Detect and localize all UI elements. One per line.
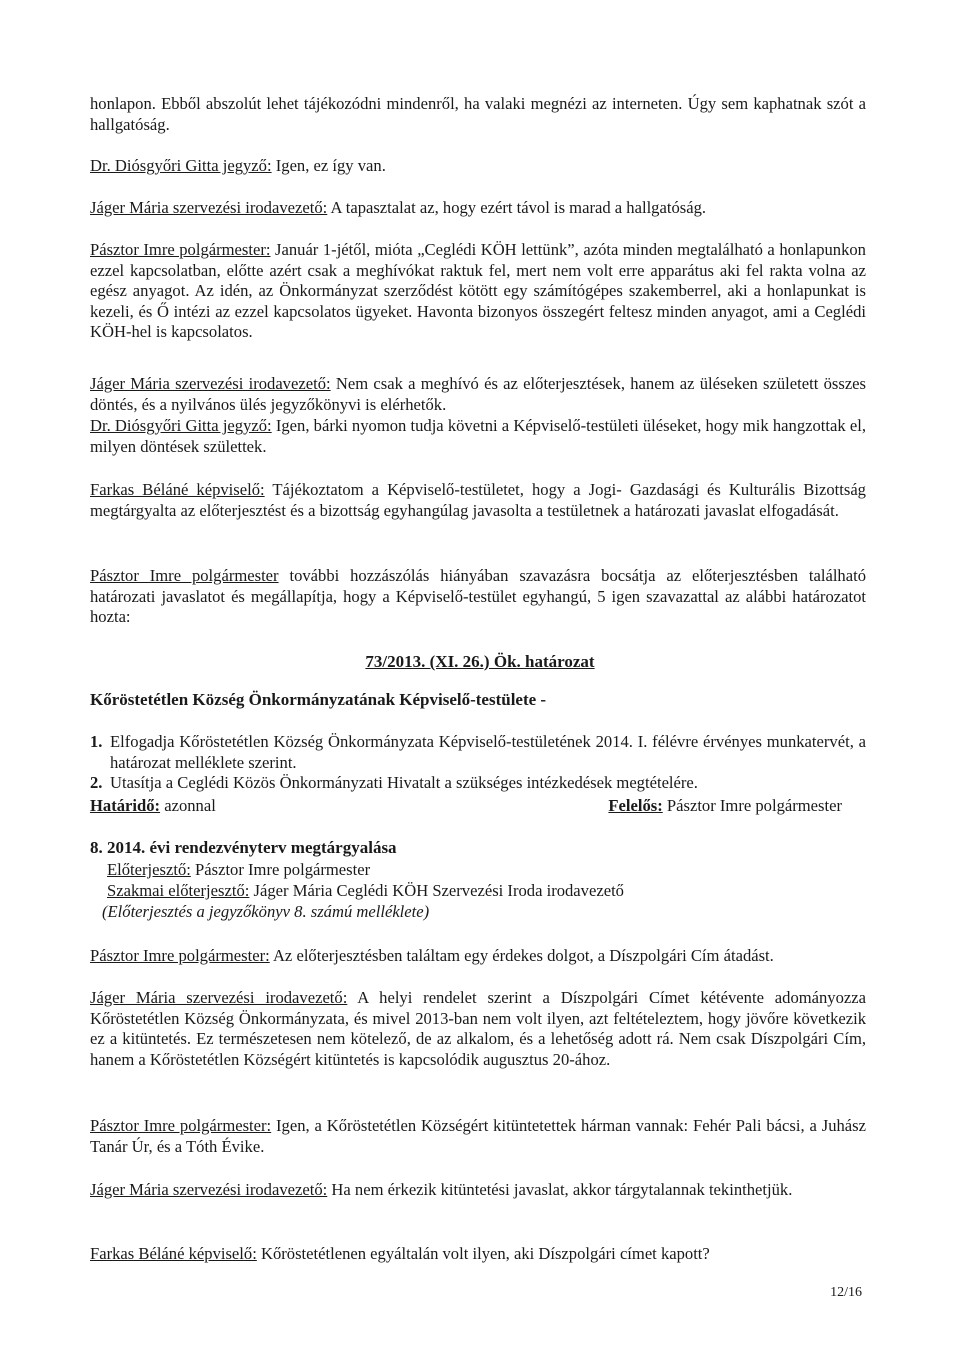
responsible-label: Felelős: [608, 796, 663, 815]
deadline-label: Határidő: [90, 796, 161, 815]
deadline [90, 796, 216, 817]
paragraph-7 [90, 480, 866, 521]
paragraph-text: Nem csak a meghívó és az előterjesztések, hanem az üléseken született összes döntés, és a nyilvános ülés jegyzőkönyvi is elérhetők. [90, 374, 867, 414]
responsible-value: Pásztor Imre polgármester [662, 796, 842, 815]
paragraph-13 [90, 1244, 866, 1265]
speaker-name: Pásztor Imre polgármester: [90, 946, 270, 965]
paragraph-text: Kőröstetétlenen egyáltalán volt ilyen, aki Díszpolgári címet kapott? [256, 1244, 710, 1263]
expert-value: Jáger Mária Ceglédi KÖH Szervezési Iroda irodavezető [249, 881, 624, 900]
paragraph-10 [90, 988, 866, 1070]
paragraph-text: Tájékoztatom a Képviselő-testületet, hogy a Jogi- Gazdasági és Kulturális Bizottság megtárgyalta az előterjesztést és a bizottság egyhangúlag javasolta a testületnek a határozati javaslat elfogadását. [90, 480, 866, 520]
agenda-expert [107, 881, 624, 902]
speaker-name: Farkas Béláné képviselő: [90, 480, 265, 499]
list-item [90, 732, 866, 773]
paragraph-text: Igen, bárki nyomon tudja követni a Képviselő-testületi üléseket, hogy mik hangzottak el, milyen döntések születtek. [90, 416, 866, 456]
paragraph-4 [90, 240, 866, 343]
deadline-row [90, 796, 842, 817]
paragraph-3 [90, 198, 866, 219]
presenter-value: Pásztor Imre polgármester [190, 860, 371, 879]
speaker-name: Jáger Mária szervezési irodavezető: [90, 374, 331, 393]
paragraph-6 [90, 416, 866, 457]
item-number: 1. [90, 732, 103, 751]
paragraph-text: Igen, ez így van. [271, 156, 386, 175]
speaker-name: Farkas Béláné képviselő: [90, 1244, 257, 1263]
deadline-value: azonnal [160, 796, 216, 815]
paragraph-12 [90, 1180, 866, 1201]
paragraph-text: A helyi rendelet szerint a Díszpolgári Címet kétévente adományozza Kőröstetétlen Község Önkormányzata, és mivel 2013-ban nem volt ilyen, azt feltételeztem, hogy jövőre következik ez a kitüntetés. Ez természetesen nem kötelező, de az alkalom, és a lehetőség adott rá. Nem csak Díszpolgári Cím, hanem a Kőröstetétlen Községért kitüntetés is kapcsolódik augusztus 20-ához. [90, 988, 866, 1069]
speaker-name: Jáger Mária szervezési irodavezető: [90, 198, 328, 217]
paragraph-text: honlapon. Ebből abszolút lehet tájékozódni mindenről, ha valaki megnézi az interneten. Úgy sem kaphatnak szót a hallgatóság. [90, 94, 866, 134]
agenda-title: 8. 2014. évi rendezvényterv megtárgyalása [90, 838, 397, 857]
resolution-body: Kőröstetétlen Község Önkormányzatának Képviselő-testülete - [90, 690, 547, 709]
agenda-note: (Előterjesztés a jegyzőkönyv 8. számú melléklete) [102, 902, 430, 921]
paragraph-2 [90, 156, 866, 177]
item-text: Utasítja a Ceglédi Közös Önkormányzati Hivatalt a szükséges intézkedések megtételére. [110, 773, 698, 793]
resolution-number: 73/2013. (XI. 26.) Ök. határozat [365, 652, 595, 671]
speaker-name: Dr. Diósgyőri Gitta jegyző: [90, 416, 272, 435]
paragraph-5 [90, 374, 866, 415]
paragraph-11 [90, 1116, 866, 1157]
list-item [90, 773, 866, 794]
expert-label: Szakmai előterjesztő: [107, 881, 250, 900]
speaker-name: Pásztor Imre polgármester [90, 566, 279, 585]
item-text: Elfogadja Kőröstetétlen Község Önkormányzata Képviselő-testületének 2014. I. félévre érvényes munkatervét, a határozat melléklete szerint. [110, 732, 866, 772]
speaker-name: Jáger Mária szervezési irodavezető: [90, 988, 348, 1007]
paragraph-text: további hozzászólás hiányában szavazásra bocsátja az előterjesztésben található határozati javaslatot és megállapítja, hogy a Képviselő-testület egyhangú, 5 igen szavazattal az alábbi határozatot hozta: [90, 566, 867, 627]
item-number: 2. [90, 773, 103, 793]
speaker-name: Pásztor Imre polgármester: [90, 240, 271, 259]
paragraph-text: Igen, a Kőröstetétlen Községért kitüntetettek hárman vannak: Fehér Pali bácsi, a Juhász Tanár Úr, és a Tóth Évike. [90, 1116, 866, 1156]
paragraph-1 [90, 94, 866, 135]
page-number: 12/16 [830, 1285, 862, 1300]
paragraph-text: Január 1-jétől, mióta „Ceglédi KÖH lettünk”, azóta minden megtalálható a honlapunkon ezzel kapcsolatban, előtte azért csak a meghívókat raktuk fel, mert nem volt erre apparátus aki fel rakta volna az egész anyagot. Az idén, az Önkormányzat szerződést kötött egy számítógépes szakemberrel, aki a honlapunkat is kezeli, és Ő intézi az ezzel kapcsolatos ügyeket. Havonta bizonyos összegért feltesz minden anyagot, ami a Ceglédi KÖH-hel is kapcsolatos. [90, 240, 866, 342]
resolution-items [90, 732, 866, 794]
speaker-name: Pásztor Imre polgármester: [90, 1116, 272, 1135]
paragraph-text: A tapasztalat az, hogy ezért távol is marad a hallgatóság. [327, 198, 707, 217]
agenda-presenter [107, 860, 370, 881]
paragraph-text: Ha nem érkezik kitüntetési javaslat, akkor tárgytalannak tekinthetjük. [327, 1180, 793, 1199]
paragraph-9 [90, 946, 866, 967]
paragraph-text: Az előterjesztésben találtam egy érdekes dolgot, a Díszpolgári Cím átadást. [269, 946, 774, 965]
responsible [608, 796, 842, 817]
speaker-name: Jáger Mária szervezési irodavezető: [90, 1180, 328, 1199]
paragraph-8 [90, 566, 866, 628]
speaker-name: Dr. Diósgyőri Gitta jegyző: [90, 156, 272, 175]
presenter-label: Előterjesztő: [107, 860, 191, 879]
